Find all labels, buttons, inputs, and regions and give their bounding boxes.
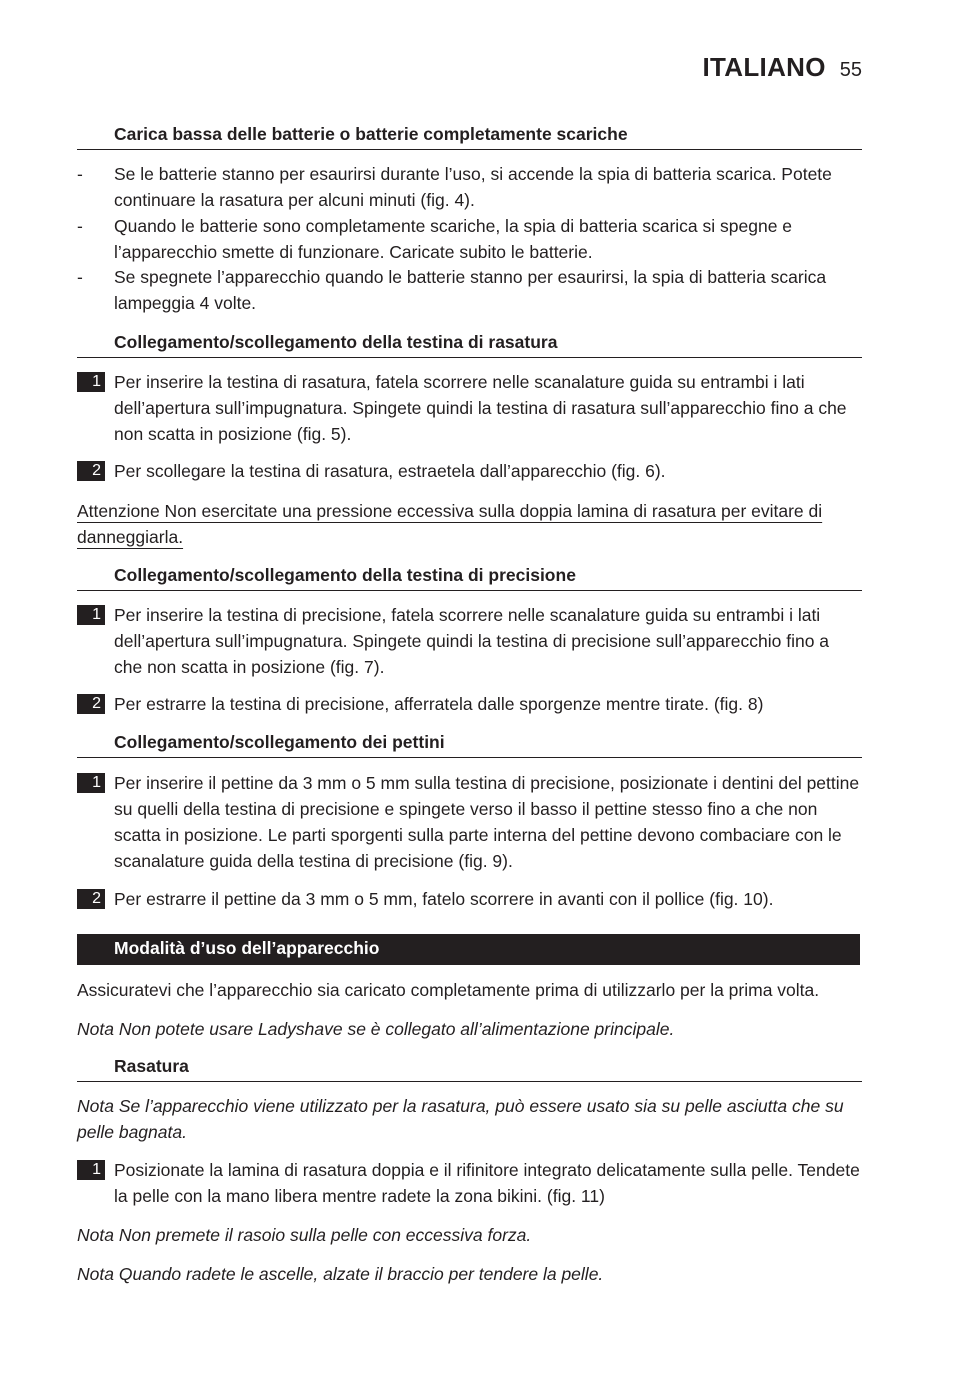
list-item [77,264,862,316]
step-number: 1 [77,773,105,793]
step-number: 1 [77,372,105,392]
bullet-text: Quando le batterie sono completamente scariche, la spia di batteria scarica si spegne e l’apparecchio smette di funzionare. Caricate subito le batterie. [114,216,793,262]
step-item [77,369,862,447]
section-shaving-head-heading [77,331,862,358]
step-number: 2 [77,694,105,714]
section-title: Carica bassa delle batterie o batterie completamente scariche [77,123,862,150]
caution-text: Attenzione Non esercitate una pressione eccessiva sulla doppia lamina di rasatura per evitare di danneggiarla. [77,501,823,547]
step-text: Per scollegare la testina di rasatura, estraetela dall’apparecchio (fig. 6). [114,461,666,481]
section-shaving-heading [77,1055,862,1082]
section-title: Modalità d’uso dell’apparecchio [77,934,860,965]
usage-intro: Assicuratevi che l’apparecchio sia caricato completamente prima di utilizzarlo per la prima volta. [77,980,820,1000]
step-text: Per inserire la testina di rasatura, fatela scorrere nelle scanalature guida su entrambi i lati dell’apertura sull’impugnatura. Spingete quindi la testina di rasatura sull’apparecchio fino a che non scatta in posizione (fig. 5). [114,372,847,444]
step-text: Per estrarre la testina di precisione, afferratela dalle sporgenze mentre tirate. (fig. 8) [114,694,764,714]
step-item [77,458,862,484]
language-label: ITALIANO [702,52,826,82]
shaving-note: Nota Quando radete le ascelle, alzate il braccio per tendere la pelle. [77,1264,604,1284]
step-item [77,1157,862,1209]
step-text: Per inserire il pettine da 3 mm o 5 mm sulla testina di precisione, posizionate i dentini del pettine su quelli della testina di precisione e spingete verso il basso il pettine stesso fino a che non scatta in posizione. Le parti sporgenti sulla parte interna del pettine devono combaciare con le scanalature guida della testina di precisione (fig. 9). [114,773,860,871]
step-number: 2 [77,461,105,481]
step-text: Per inserire la testina di precisione, fatela scorrere nelle scanalature guida su entrambi i lati dell’apertura sull’impugnatura. Spingete quindi la testina di precisione sull’apparecchio fino a che non scatta in posizione (fig. 7). [114,605,830,677]
usage-note: Nota Non potete usare Ladyshave se è collegato all’alimentazione principale. [77,1019,675,1039]
section-precision-head-heading [77,564,862,591]
section-title: Rasatura [77,1055,862,1082]
section-title: Collegamento/scollegamento della testina di precisione [77,564,862,591]
list-item [77,213,862,265]
page-number: 55 [839,59,862,81]
step-number: 2 [77,889,105,909]
step-item [77,691,862,717]
section-combs-heading [77,731,862,758]
step-number: 1 [77,1160,105,1180]
step-text: Posizionate la lamina di rasatura doppia e il rifinitore integrato delicatamente sulla pelle. Tendete la pelle con la mano libera mentre radete la zona bikini. (fig. 11) [114,1160,860,1206]
bullet-text: Se le batterie stanno per esaurirsi durante l’uso, si accende la spia di batteria scarica. Potete continuare la rasatura per alcuni minuti (fig. 4). [114,164,832,210]
step-item [77,770,862,874]
bullet-text: Se spegnete l’apparecchio quando le batterie stanno per esaurirsi, la spia di batteria scarica lampeggia 4 volte. [114,267,827,313]
list-item [77,161,862,213]
section-usage-heading [77,934,860,965]
step-item [77,886,862,912]
bullet-dash: - [77,164,83,184]
step-number: 1 [77,605,105,625]
page-header [703,52,862,83]
shaving-note: Nota Se l’apparecchio viene utilizzato per la rasatura, può essere usato sia su pelle asciutta che su pelle bagnata. [77,1096,844,1142]
bullet-dash: - [77,216,83,236]
section-title: Collegamento/scollegamento dei pettini [77,731,862,758]
section-title: Collegamento/scollegamento della testina di rasatura [77,331,862,358]
section-battery-heading [77,123,862,150]
step-item [77,602,862,680]
bullet-dash: - [77,267,83,287]
step-text: Per estrarre il pettine da 3 mm o 5 mm, fatelo scorrere in avanti con il pollice (fig. 10). [114,889,774,909]
shaving-note: Nota Non premete il rasoio sulla pelle con eccessiva forza. [77,1225,532,1245]
